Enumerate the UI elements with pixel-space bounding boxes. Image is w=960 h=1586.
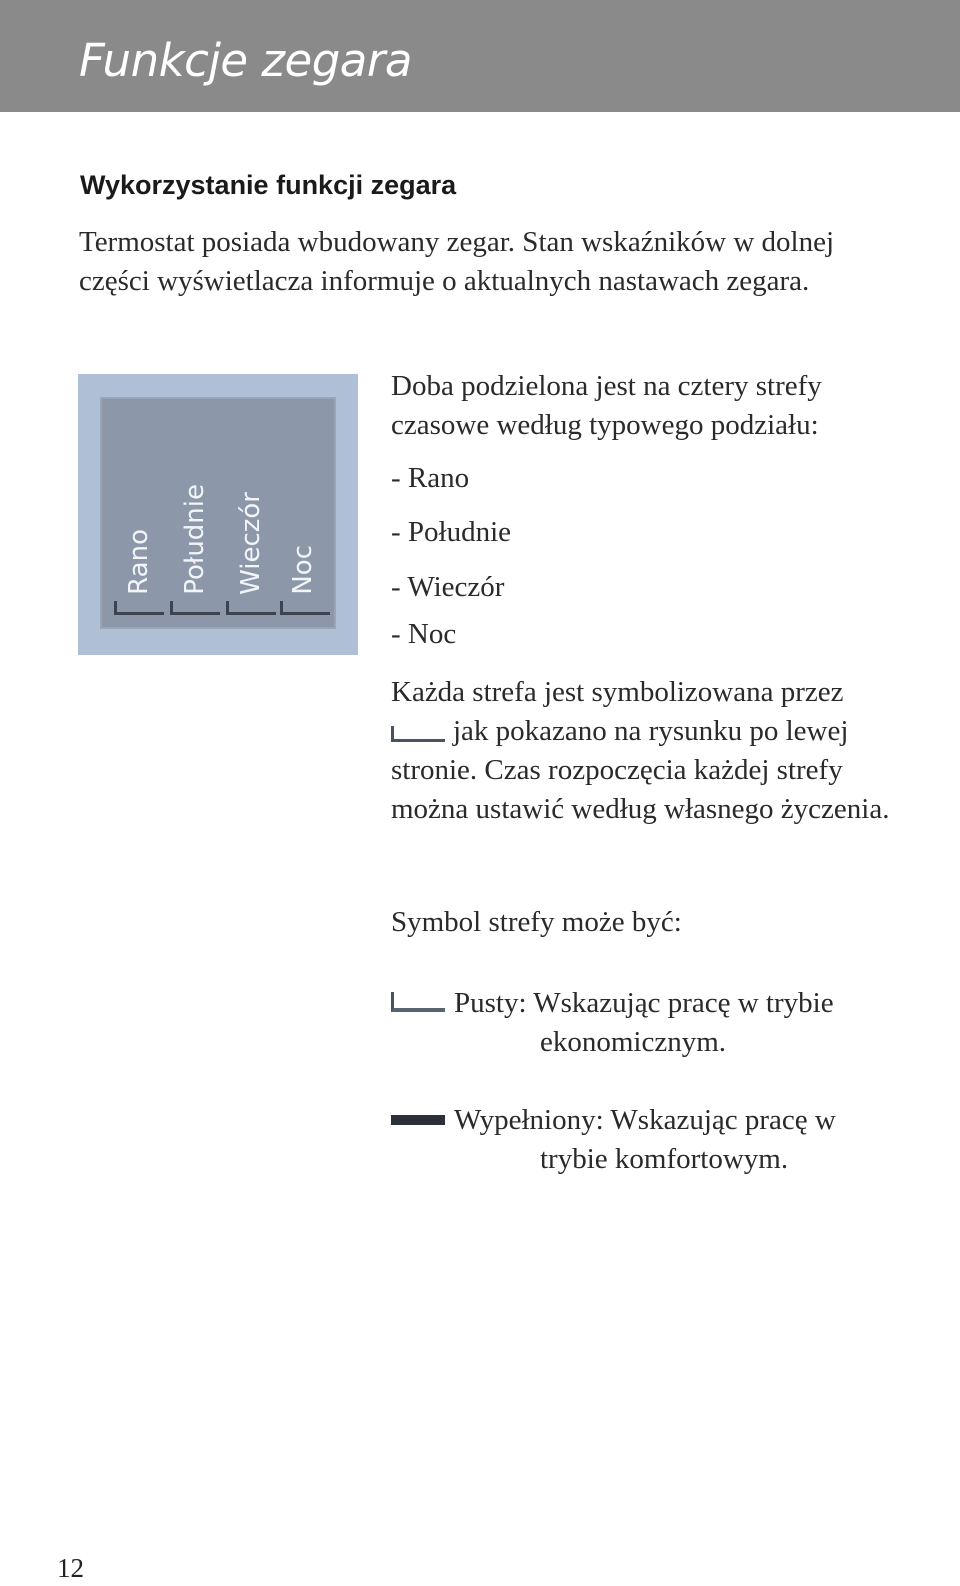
legend-desc: Wskazując pracę w trybie <box>533 987 834 1019</box>
zone-marker-icon <box>226 601 276 615</box>
zones-intro <box>391 367 891 445</box>
zone-marker-icon <box>114 601 164 615</box>
legend-label: Wypełniony: <box>454 1104 604 1136</box>
legend-desc: Wskazując pracę w <box>610 1104 836 1136</box>
page-title: Funkcje zegara <box>79 34 412 87</box>
zone-label-noc: Noc <box>288 545 318 595</box>
legend-desc-cont: ekonomicznym. <box>540 1026 727 1058</box>
legend-label: Pusty: <box>454 987 527 1019</box>
display-figure <box>78 374 358 655</box>
zone-text-after: jak pokazano na rysunku po lewej stronie. Czas rozpoczęcia każdej strefy można ustawić według własnego życzenia. <box>391 715 890 825</box>
legend-row-filled <box>391 1101 911 1179</box>
legend-desc-cont: trybie komfortowym. <box>540 1143 789 1175</box>
empty-zone-icon <box>391 992 445 1012</box>
zone-description <box>391 673 891 829</box>
symbol-intro: Symbol strefy może być: <box>391 906 682 938</box>
zone-marker-icon <box>170 601 220 615</box>
zone-marker-icon <box>280 601 330 615</box>
empty-zone-icon <box>391 726 445 742</box>
list-item: - Wieczór <box>391 571 505 603</box>
zone-label-wieczor: Wieczór <box>236 492 266 595</box>
section-heading: Wykorzystanie funkcji zegara <box>80 170 457 200</box>
filled-zone-icon <box>391 1115 445 1125</box>
page-number: 12 <box>57 1553 84 1583</box>
legend-row-empty <box>391 984 911 1062</box>
zone-label-rano: Rano <box>124 529 154 595</box>
zone-text-before: Każda strefa jest symbolizowana przez <box>391 676 844 708</box>
list-item: - Noc <box>391 618 457 650</box>
zone-label-poludnie: Południe <box>180 484 210 595</box>
header-bar <box>0 0 960 112</box>
intro-paragraph: Termostat posiada wbudowany zegar. Stan wskaźników w dolnej części wyświetlacza informuje o aktualnych nastawach zegara. <box>79 226 835 297</box>
display-panel <box>100 397 336 629</box>
list-item: - Rano <box>391 462 470 494</box>
list-item: - Południe <box>391 516 512 548</box>
zones-intro-text: Doba podzielona jest na cztery strefy czasowe według typowego podziału: <box>391 370 822 441</box>
